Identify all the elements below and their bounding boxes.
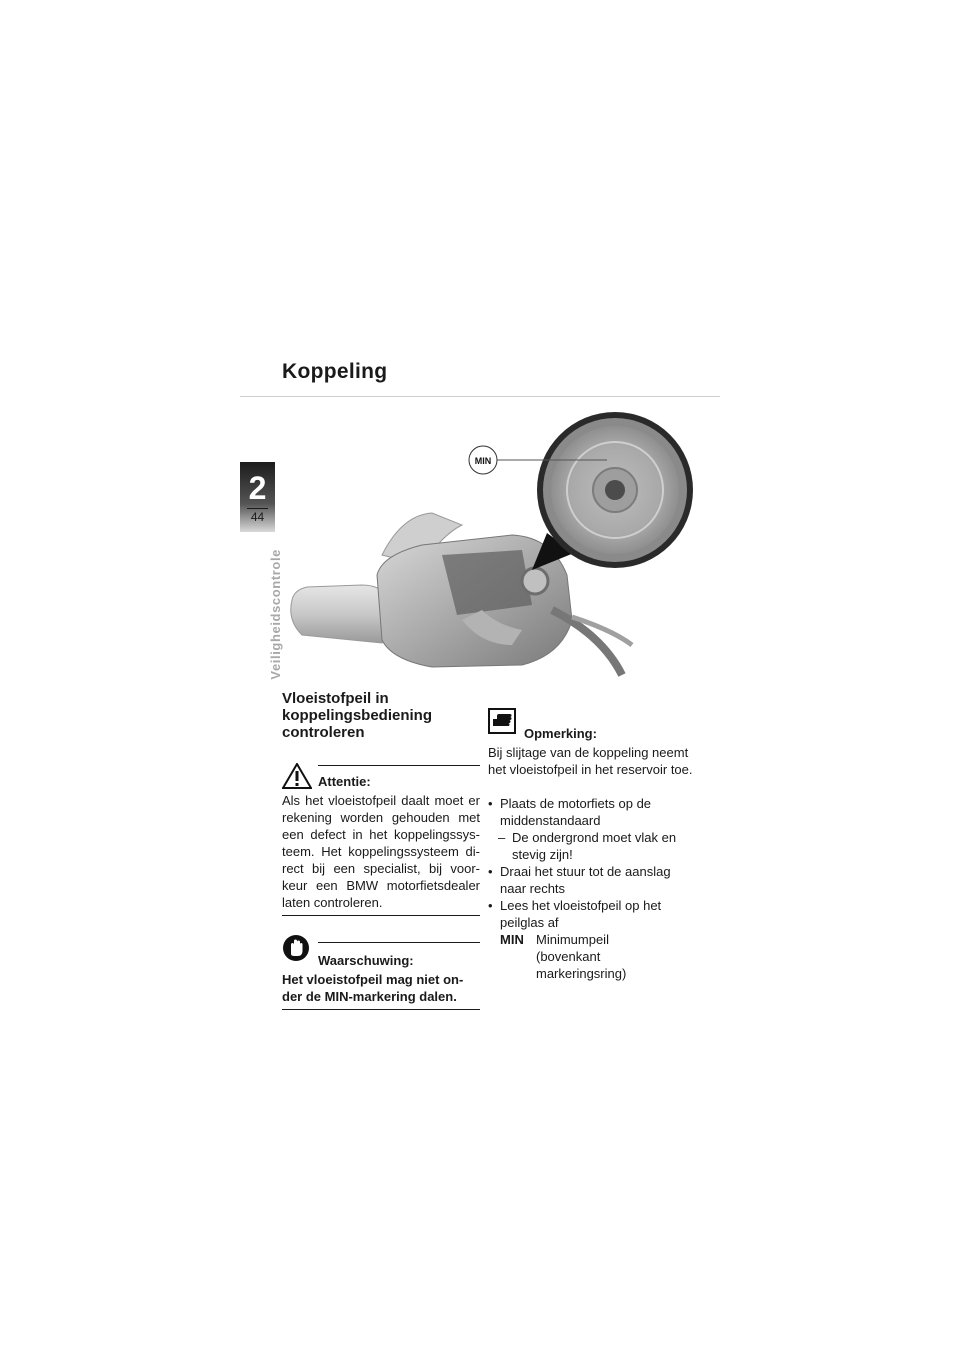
legend-value: Minimumpeil (bovenkant markeringsring) [536,932,627,981]
handlebar-grip [291,585,392,643]
note-hand-icon [488,708,516,739]
note-label: Opmerking: [524,726,597,741]
callout-min-label: MIN [474,456,492,466]
list-item: – De ondergrond moet vlak en stevig zijn! [498,830,677,862]
left-column [282,690,480,1010]
tab-divider [247,508,268,509]
caution-text: Als het vloeistofpeil daalt moet er rekening worden gehouden met een defect in het koppelingssys- teem. Het koppelingssysteem di- rect bij een specialist, bij voor- keur een BMW motorfietsdealer laten controleren. [282,793,480,910]
section-side-label: Veiligheidscontrole [268,549,283,680]
list-item: • Plaats de motorfiets op de middenstandaard [488,796,652,828]
caution-triangle-icon [282,763,312,794]
caution-block [282,765,480,916]
page-number: 44 [250,510,265,524]
procedure-list [488,795,698,931]
min-legend [488,931,640,982]
note-block [488,708,698,778]
warning-hand-icon [282,934,310,967]
warning-text: Het vloeistofpeil mag niet on- der de MIN-markering dalen. [282,972,464,1004]
clutch-reservoir-figure [282,405,722,680]
note-text: Bij slijtage van de koppeling neemt het vloeistofpeil in het reservoir toe. [488,745,693,777]
warning-label: Waarschuwing: [318,953,414,968]
chapter-tab [240,462,275,532]
chapter-number: 2 [248,470,267,506]
list-item: • Draai het stuur tot de aanslag naar rechts [488,864,671,896]
legend-key: MIN [500,932,524,947]
page-title: Koppeling [282,360,388,383]
title-divider [240,396,720,397]
section-heading: Vloeistofpeil in koppelingsbediening controleren [282,690,433,741]
list-item: • Lees het vloeistofpeil op het peilglas af [488,898,662,930]
caution-label: Attentie: [318,774,371,789]
warning-block [282,942,480,1010]
right-column [488,708,698,982]
